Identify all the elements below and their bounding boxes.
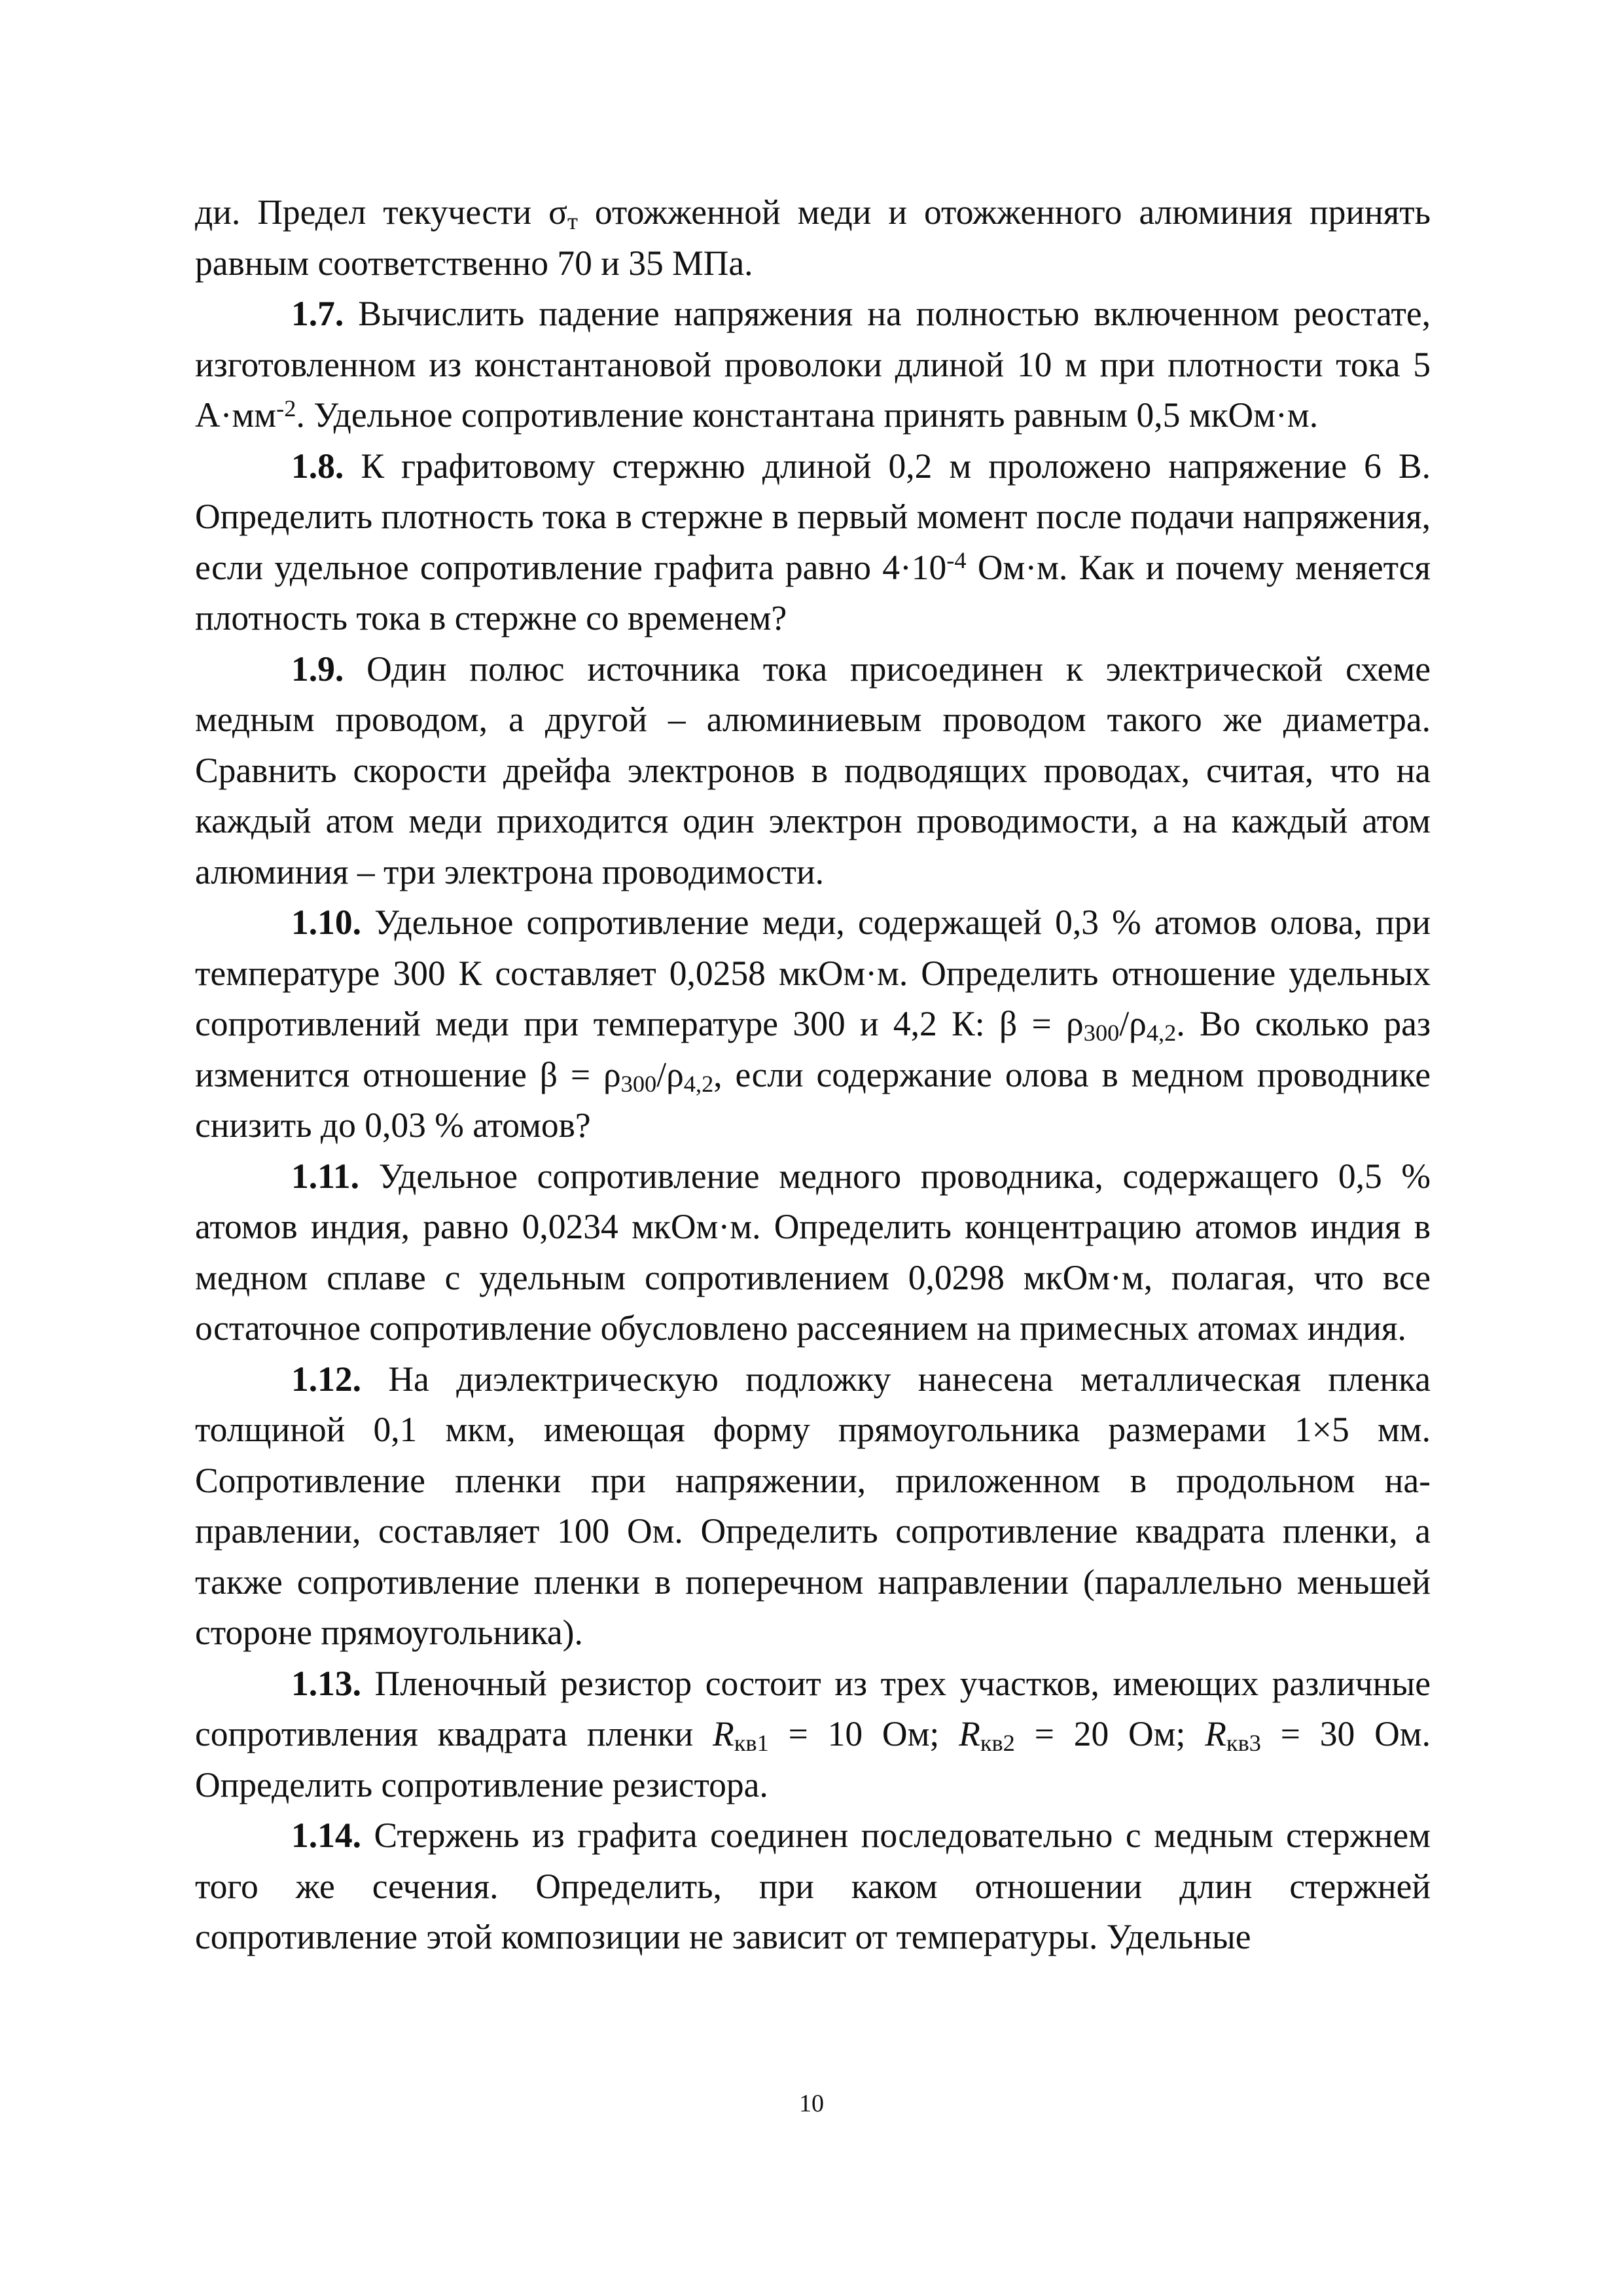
problem-number: 1.9. xyxy=(291,649,344,689)
page-body xyxy=(195,187,1431,1963)
problem-1-13: 1.13. Пленочный резистор состоит из трех участков, имеющих различные сопротивления квадрата пленки $R_{кв1} = 10$ Ом; $R_{кв2} = 20$ Ом; $R_{кв3} = 30$ Ом. Определить сопротивление резистора. xyxy=(195,1663,1431,1804)
problem-number: 1.8. xyxy=(291,446,344,486)
page-number: 10 xyxy=(799,2090,824,2117)
problem-number: 1.14. xyxy=(291,1816,361,1855)
paragraph-1-6-continuation: ди. Предел текучести $\sigma_т$ отожженной меди и отожженного алюминия принять равным соответственно 70 и 35 МПа. xyxy=(195,192,1431,283)
problem-1-14: 1.14. Стержень из графита соединен последовательно с медным стержнем того же сечения. Определить, при каком отношении длин стержней сопротивление этой композиции не зависит от температуры. Удельные xyxy=(195,1816,1431,1956)
problem-number: 1.13. xyxy=(291,1663,361,1703)
problem-1-11: 1.11. Удельное сопротивление медного проводника, содержащего 0,5 % атомов индия, равно 0,0234 мкОм·м. Определить концентрацию атомов индия в медном сплаве с удельным сопротивлением 0,0298 мкОм·м, полагая, что все остаточное сопротивление обусловлено рассеянием на примесных атомах индия. xyxy=(195,1156,1431,1348)
problem-number: 1.11. xyxy=(291,1156,360,1196)
problem-number: 1.10. xyxy=(291,903,361,942)
problem-1-8: 1.8. К графитовому стержню длиной 0,2 м проложено напряжение 6 В. Определить плотность тока в стержне в первый момент после подачи напряжения, если удельное сопротивление графита равно $4\cdot 10^{-4}$ Ом·м. Как и почему меняется плотность тока в стержне со временем? xyxy=(195,446,1431,637)
problem-1-12: 1.12. На диэлектрическую подложку нанесена металлическая пленка толщиной 0,1 мкм, имеющая форму прямоугольника размерами 1×5 мм. Сопротивление пленки при напряжении, приложенном в продольном направлении, составляет 100 Ом. Определить сопротивление квадрата пленки, а также сопротивление пленки в поперечном направлении (параллельно меньшей стороне прямоугольника). xyxy=(195,1359,1431,1652)
problem-1-7: 1.7. Вычислить падение напряжения на полностью включенном реостате, изготовленном из константановой проволоки длиной 10 м при плотности тока 5 $А\cdot мм^{-2}$. Удельное сопротивление константана принять равным 0,5 мкОм·м. xyxy=(195,294,1431,435)
problem-1-9: 1.9. Один полюс источника тока присоединен к электрической схеме медным проводом, а другой – алюминиевым проводом такого же диаметра. Сравнить скорости дрейфа электронов в подводящих проводах, считая, что на каждый атом меди приходится один электрон проводимости, а на каждый атом алюминия – три электрона проводимости. xyxy=(195,649,1431,891)
problem-1-10: 1.10. Удельное сопротивление меди, содержащей 0,3 % атомов олова, при температуре 300 К составляет 0,0258 мкОм·м. Определить отношение удельных сопротивлений меди при температуре 300 и 4,2 К: $\beta = \rho_{300}/\rho_{4,2}$. Во сколько раз изменится отношение $\beta = \rho_{300}/\rho_{4,2}$, если содержание олова в медном проводнике снизить до 0,03 % атомов? xyxy=(195,903,1431,1145)
problem-number: 1.7. xyxy=(291,294,344,333)
problem-number: 1.12. xyxy=(291,1359,361,1399)
